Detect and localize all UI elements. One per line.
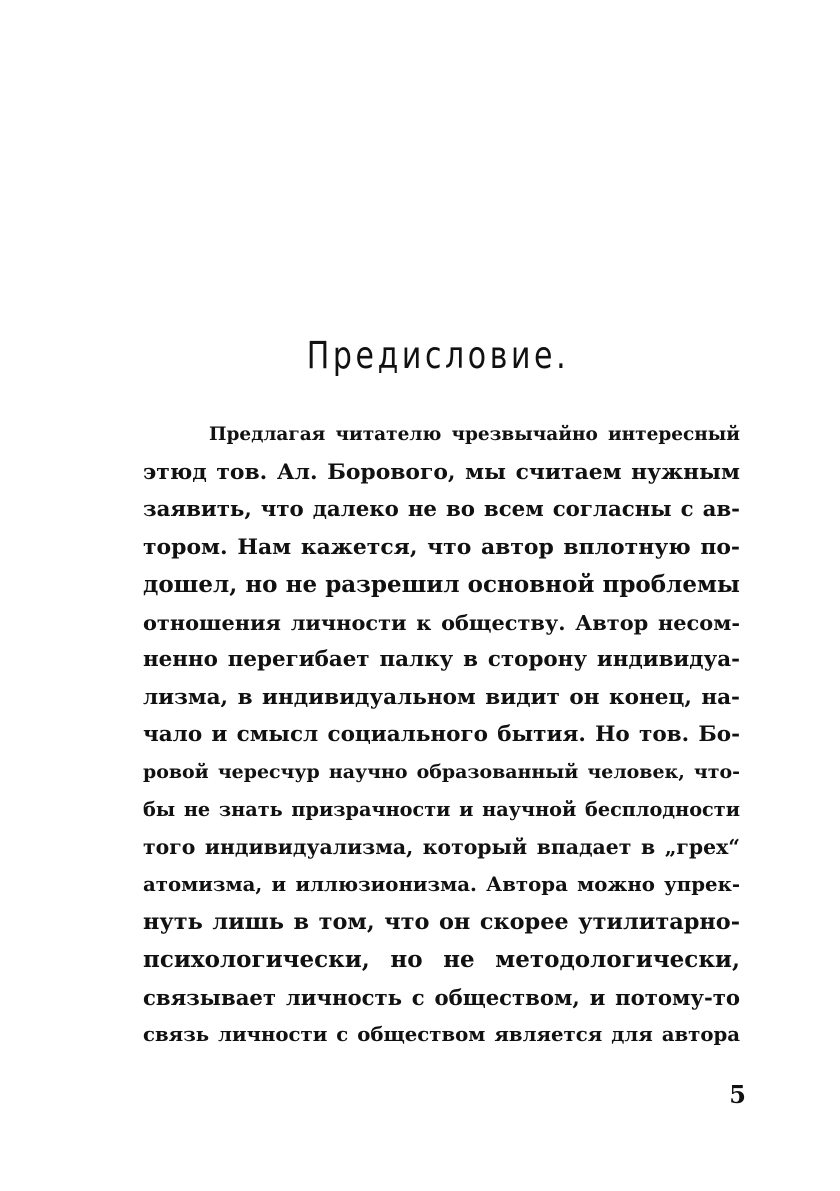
text-line: того индивидуализма, который впадает в „грех“ bbox=[143, 834, 740, 859]
text-line: дошел, но не разрешил основной проблемы bbox=[143, 571, 740, 598]
text-line: ровой чересчур научно образованный человек, что- bbox=[143, 760, 740, 783]
text-line: этюд тов. Ал. Борового, мы считаем нужным bbox=[143, 459, 740, 485]
page-number: 5 bbox=[729, 1080, 746, 1109]
text-line: лизма, в индивидуальном видит он конец, на- bbox=[143, 684, 740, 710]
text-line: атомизма, и иллюзионизма. Автора можно упрек- bbox=[143, 872, 740, 896]
text-line: бы не знать призрачности и научной бесплодности bbox=[143, 798, 740, 821]
text-line: связь личности с обществом является для автора bbox=[143, 1023, 740, 1046]
text-line: ненно перегибает палку в сторону индивидуа- bbox=[143, 647, 740, 672]
text-line: Предлагая читателю чрезвычайно интересный bbox=[209, 424, 740, 445]
text-line: психологически, но не методологически, bbox=[143, 946, 740, 973]
preface-text bbox=[143, 416, 740, 1054]
text-line: заявить, что далеко не во всем согласны с ав- bbox=[143, 497, 740, 522]
text-line: тором. Нам кажется, что автор вплотную по- bbox=[143, 533, 740, 560]
text-line: чало и смысл социального бытия. Но тов. Бо- bbox=[143, 722, 740, 747]
text-line: связывает личность с обществом, и потому-то bbox=[143, 984, 740, 1010]
page-title: Предисловие. bbox=[306, 334, 570, 377]
text-line: отношения личности к обществу. Автор несом- bbox=[143, 609, 740, 635]
text-line: нуть лишь в том, что он скорее утилитарно- bbox=[143, 908, 740, 935]
